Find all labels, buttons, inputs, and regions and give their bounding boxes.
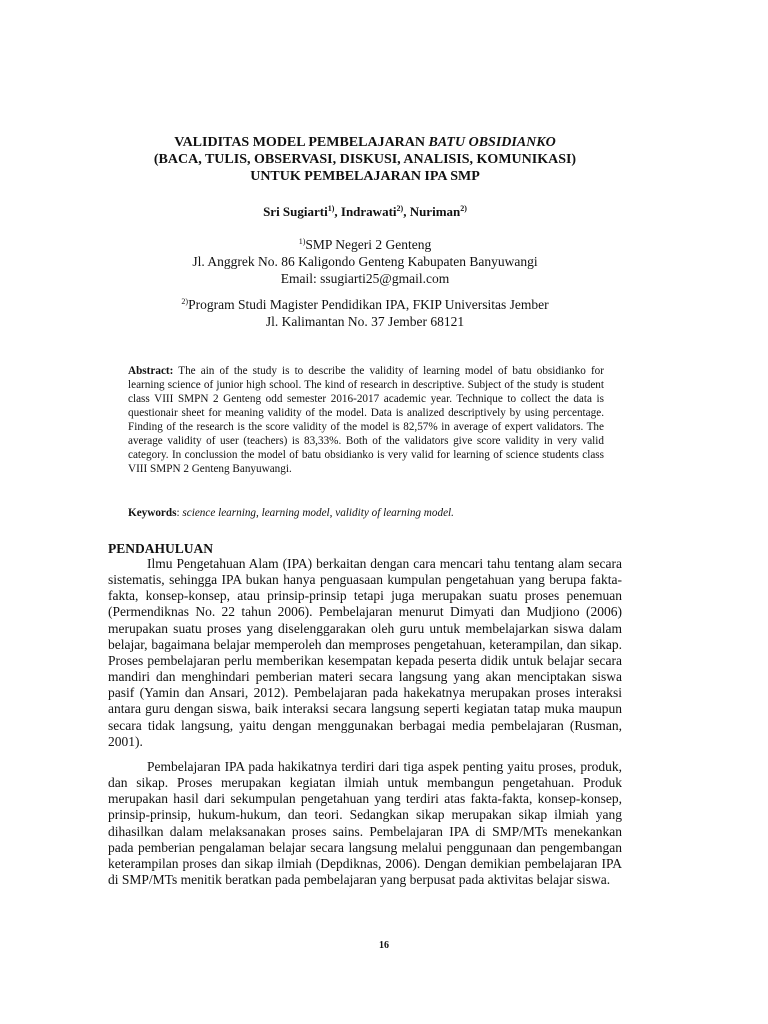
page-number: 16 bbox=[379, 940, 389, 951]
author-separator: , bbox=[334, 204, 341, 219]
abstract-label: Abstract: bbox=[128, 365, 174, 377]
title-line-1 bbox=[108, 134, 622, 151]
author-affiliation-mark: 2) bbox=[396, 204, 404, 213]
affiliation-1-email: Email: ssugiarti25@gmail.com bbox=[280, 271, 450, 286]
author-affiliation-mark: 1) bbox=[327, 204, 335, 213]
affiliation-2 bbox=[108, 293, 622, 330]
abstract bbox=[128, 364, 604, 476]
title-line-1-italic: BATU OBSIDIANKO bbox=[428, 135, 556, 150]
author-name: Nuriman bbox=[409, 204, 461, 219]
body-paragraph-2: Pembelajaran IPA pada hakikatnya terdiri dari tiga aspek penting yaitu proses, produk, dan sikap. Proses merupakan kegiatan ilmiah untuk membangun pengetahuan. Produk merupakan hasil dari sekumpulan pengetahuan yang terdiri atas fakta-fakta, konsep-konsep, prinsip-prinsip, hukum-hukum, dan teori. Sedangkan sikap merupakan sikap ilmiah yang dihasilkan dalam melaksanakan proses sains. Pembelajaran IPA di SMP/MTs menekankan pada pemberian pengalaman belajar secara langsung melalui penggunaan dan pengembangan keterampilan proses dan sikap ilmiah (Depdiknas, 2006). Dengan demikian pembelajaran IPA di SMP/MTs menitik beratkan pada pembelajaran yang berpusat pada aktivitas belajar siswa. bbox=[108, 759, 622, 888]
title-line-3: UNTUK PEMBELAJARAN IPA SMP bbox=[250, 169, 480, 184]
title-line-2: (BACA, TULIS, OBSERVASI, DISKUSI, ANALISIS, KOMUNIKASI) bbox=[153, 152, 577, 167]
author-affiliation-mark: 2) bbox=[460, 204, 467, 213]
affiliation-1-address: Jl. Anggrek No. 86 Kaligondo Genteng Kabupaten Banyuwangi bbox=[192, 254, 538, 269]
keywords-text: science learning, learning model, validity of learning model. bbox=[182, 507, 454, 519]
affiliation-2-name-line bbox=[108, 293, 622, 313]
affiliation-2-name: Program Studi Magister Pendidikan IPA, FKIP Universitas Jember bbox=[188, 297, 549, 312]
affiliation-1-name: SMP Negeri 2 Genteng bbox=[305, 237, 432, 252]
affiliation-1 bbox=[108, 233, 622, 287]
author-list bbox=[108, 201, 622, 220]
author-name: Indrawati bbox=[340, 204, 397, 219]
affiliation-2-address: Jl. Kalimantan No. 37 Jember 68121 bbox=[265, 314, 465, 329]
keywords-label: Keywords bbox=[128, 507, 177, 519]
body-paragraph-1: Ilmu Pengetahuan Alam (IPA) berkaitan dengan cara mencari tahu tentang alam secara sistematis, sehingga IPA bukan hanya penguasaan kumpulan pengetahuan yang berupa fakta-fakta, konsep-konsep, atau prinsip-prinsip tetapi juga merupakan suatu proses penemuan (Permendiknas No. 22 tahun 2006). Pembelajaran menurut Dimyati dan Mudjiono (2006) merupakan suatu proses yang diselenggarakan oleh guru untuk membelajarkan siswa dalam belajar, bagaimana belajar memperoleh dan memproses pengetahuan, keterampilan, dan sikap. Proses pembelajaran perlu memberikan kesempatan kepada peserta didik untuk belajar secara mandiri dan menghindari pemberian materi secara langsung yang akan menciptakan siswa pasif (Yamin dan Ansari, 2012). Pembelajaran pada hakekatnya merupakan proses interaksi antara guru dengan siswa, baik interaksi secara langsung seperti kegiatan tatap muka maupun secara tidak langsung, yaitu dengan menggunakan berbagai media pembelajaran (Rusman, 2001). bbox=[108, 556, 622, 749]
keywords-separator: : bbox=[176, 507, 183, 519]
affiliation-1-mark: 1) bbox=[298, 237, 306, 246]
author-name: Sri Sugiarti bbox=[263, 204, 328, 219]
affiliation-2-mark: 2) bbox=[181, 297, 189, 306]
section-heading: PENDAHULUAN bbox=[108, 541, 214, 556]
keywords bbox=[128, 506, 604, 520]
paper-title bbox=[108, 134, 622, 185]
author-separator: , bbox=[403, 204, 410, 219]
affiliation-1-name-line bbox=[108, 233, 622, 253]
title-line-1-prefix: VALIDITAS MODEL PEMBELAJARAN bbox=[174, 135, 429, 150]
abstract-text: The ain of the study is to describe the validity of learning model of batu obsidianko for learning science of junior high school. The kind of research in descriptive. Subject of the study is student class VIII SMPN 2 Genteng odd semester 2016-2017 academic year. Technique to collect the data is questionair sheet for meaning validity of the model. Data is analized descriptively by using percentage. Finding of the research is the score validity of the model is 82,57% in average of expert validators. The average validity of user (teachers) is 83,33%. Both of the validators give score validity in very valid category. In conclussion the model of batu obsidianko is very valid for learning of science students class VIII SMPN 2 Genteng Banyuwangi. bbox=[128, 365, 604, 475]
